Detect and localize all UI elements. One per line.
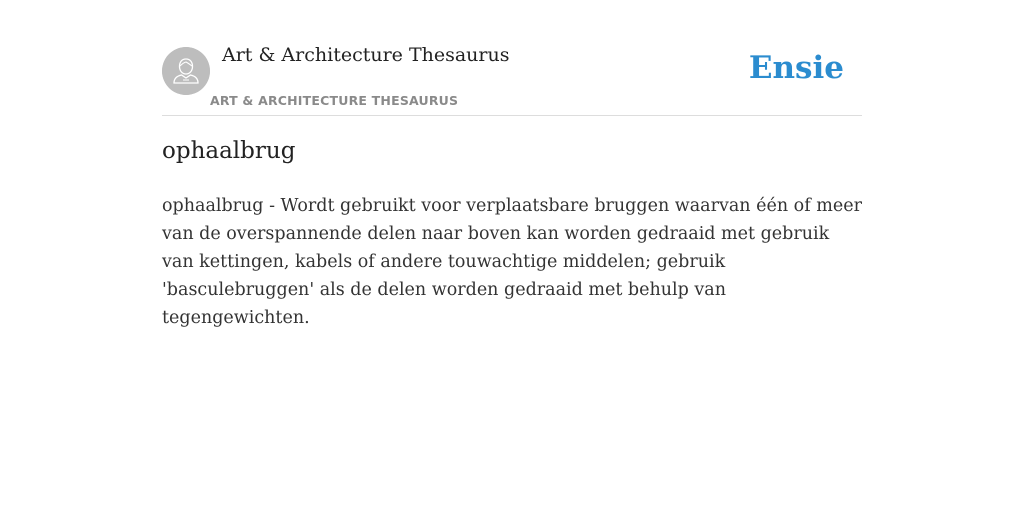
author-name-link[interactable]: Art & Architecture Thesaurus [222,44,510,66]
entry-definition: ophaalbrug - Wordt gebruikt voor verplaatsbare bruggen waarvan één of meer van de overspannende delen naar boven kan worden gedraaid met gebruik van kettingen, kabels of andere touwachtige middelen; gebruik 'basculebruggen' als de delen worden gedraaid met behulp van tegengewichten. [162,196,862,328]
author-avatar[interactable] [162,47,210,95]
brand-logo[interactable]: Ensie [748,50,844,86]
entry-title: ophaalbrug [162,138,296,164]
author-subtitle: ART & ARCHITECTURE THESAURUS [210,93,459,108]
header [162,0,862,116]
user-silhouette-icon [162,47,210,95]
